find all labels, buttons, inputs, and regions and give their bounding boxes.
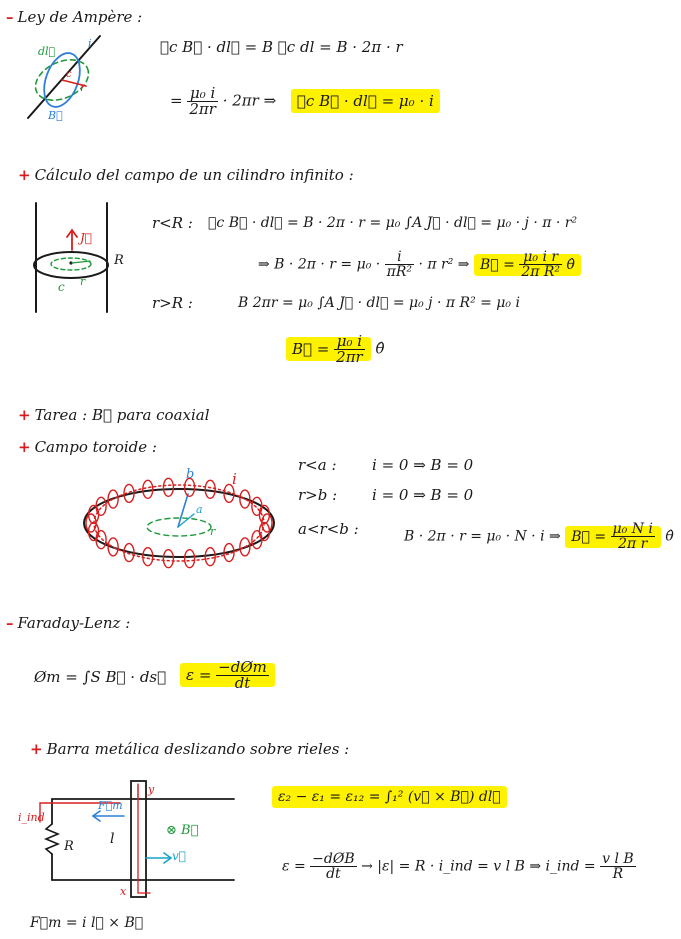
bar-label-x: x xyxy=(120,885,127,898)
ampere-eq2-frac xyxy=(187,86,218,117)
cylinder-outer-result xyxy=(286,334,385,365)
toroid-label-i: i xyxy=(232,470,237,488)
bar-emf-integral xyxy=(272,790,507,804)
bar-label-y: y xyxy=(148,783,155,796)
ampere-eq1: ∮c B⃗ · dl⃗ = B ∮c dl = B · 2π · r xyxy=(160,38,403,56)
section-toroid-title-text: Campo toroide : xyxy=(34,438,157,456)
coil-loop xyxy=(163,550,173,568)
section-ampere-title xyxy=(6,10,142,25)
bar-emf-eq-frac xyxy=(310,852,356,881)
cylinder-figure xyxy=(34,203,108,312)
cylinder-case-outer: r>R : xyxy=(152,294,193,312)
cylinder-inner-result-post: θ̂ xyxy=(566,256,575,273)
cylinder-outer-result-box xyxy=(286,332,371,366)
ampere-eq2-post: · 2πr ⇒ xyxy=(217,91,277,110)
bar-label-l: l xyxy=(110,831,115,847)
faraday-flux-eq: Øm = ∫S B⃗ · ds⃗ xyxy=(34,668,167,686)
toroid-label-r: r xyxy=(210,525,216,538)
ampere-label-B: B⃗ xyxy=(48,109,63,122)
coil-loop xyxy=(205,480,215,498)
cylinder-label-r: r xyxy=(80,275,86,288)
toroid-result-den: 2π r xyxy=(618,536,648,552)
bar-label-B: ⊗ B⃗ xyxy=(166,823,199,838)
ampere-eq2-num: μ₀ i xyxy=(187,86,218,102)
cylinder-inner-eq2-frac-num: i xyxy=(385,250,414,265)
ampere-label-c: c xyxy=(66,69,72,80)
ampere-result-box: ∮c B⃗ · dl⃗ = μ₀ · i xyxy=(291,89,440,113)
cylinder-inner-eq2-pre: ⇒ B · 2π · r = μ₀ · xyxy=(258,256,381,273)
section-toroid-bullet: + xyxy=(18,438,31,456)
section-bar-title-text: Barra metálica deslizando sobre rieles : xyxy=(46,740,350,758)
coil-loop xyxy=(143,480,153,498)
cylinder-case-inner: r<R : xyxy=(152,214,193,232)
bar-label-iind: i_ind xyxy=(18,811,45,824)
toroid-case-3: a<r<b : xyxy=(298,520,359,538)
tarea-text: Tarea : B⃗ para coaxial xyxy=(34,406,210,424)
bar-iind-num: v l B xyxy=(602,851,634,867)
cylinder-outer-eq: B 2πr = μ₀ ∫A J⃗ · dl⃗ = μ₀ j · π R² = μ₀ i xyxy=(238,295,520,311)
section-faraday-title xyxy=(6,616,130,631)
tarea-bullet: + xyxy=(18,406,31,424)
cylinder-inner-result-box xyxy=(474,249,581,280)
section-toroid-title xyxy=(18,440,157,455)
ampere-label-dl: dl⃗ xyxy=(38,45,56,58)
toroid-case-2-eq: i = 0 ⇒ B = 0 xyxy=(372,486,474,504)
ampere-eq2-den: 2πr xyxy=(189,100,216,118)
tarea-line xyxy=(18,408,210,423)
section-faraday-title-text: Faraday-Lenz : xyxy=(17,614,131,632)
ampere-label-r: r xyxy=(80,81,86,94)
ampere-eq2 xyxy=(170,86,440,117)
section-bar-title xyxy=(30,742,349,757)
section-ampere-bullet: – xyxy=(6,8,14,26)
faraday-emf-pre: ε = xyxy=(186,665,212,684)
bar-emf-eq-pre: ε = xyxy=(282,858,306,875)
faraday-emf-box xyxy=(180,658,275,692)
toroid-case-3-eq-text: B · 2π · r = μ₀ · N · i ⇒ xyxy=(404,528,561,545)
toroid-result-post: θ̂ xyxy=(665,528,674,545)
ampere-eq2-pre: = xyxy=(170,91,188,110)
cylinder-inner-result-num: μ₀ i r xyxy=(519,250,562,265)
cylinder-inner-eq2-post: · π r² ⇒ xyxy=(418,256,470,273)
cylinder-outer-result-pre: B⃗ = xyxy=(292,339,330,358)
bar-iind-frac xyxy=(600,852,636,881)
section-cylinder-bullet: + xyxy=(18,166,31,184)
faraday-emf-den: dt xyxy=(234,674,251,692)
bar-iind-den: R xyxy=(612,866,624,882)
toroid-label-a: a xyxy=(196,503,203,516)
cylinder-inner-eq1: ∮c B⃗ · dl⃗ = B · 2π · r = μ₀ ∫A J⃗ · dl⃗ = μ₀ · j · π · r² xyxy=(208,215,578,231)
cylinder-outer-result-den: 2πr xyxy=(336,348,363,366)
cylinder-outer-result-post: θ̂ xyxy=(375,339,385,358)
bar-label-v: v⃗ xyxy=(172,849,186,863)
cylinder-inner-eq2 xyxy=(258,250,581,279)
toroid-case-1-eq: i = 0 ⇒ B = 0 xyxy=(372,456,474,474)
toroid-label-b: b xyxy=(186,467,195,482)
toroid-result-pre: B⃗ = xyxy=(571,528,607,545)
ampere-label-i: i xyxy=(88,37,92,50)
cylinder-inner-eq2-frac xyxy=(385,250,414,279)
section-cylinder-title xyxy=(18,168,354,183)
bar-label-R: R xyxy=(64,839,74,854)
cylinder-inner-eq2-frac-den: πR² xyxy=(386,264,413,280)
faraday-emf xyxy=(180,660,275,691)
section-cylinder-title-text: Cálculo del campo de un cilindro infinito : xyxy=(34,166,354,184)
cylinder-outer-result-num: μ₀ i xyxy=(334,334,365,350)
faraday-emf-num: −dØm xyxy=(218,658,267,676)
coil-loop xyxy=(205,548,215,566)
cylinder-inner-result-den: 2π R² xyxy=(521,264,561,280)
coil-loop xyxy=(143,548,153,566)
bar-emf-eq-num: −dØB xyxy=(312,851,355,867)
bar-emf-eq-den: dt xyxy=(326,866,341,882)
toroid-case-1: r<a : xyxy=(298,456,337,474)
bar-force-eq: F⃗m = i l⃗ × B⃗ xyxy=(30,915,144,931)
bar-emf-eq xyxy=(282,852,636,881)
toroid-result-box xyxy=(565,521,661,552)
cylinder-inner-result-pre: B⃗ = xyxy=(479,256,515,273)
section-faraday-bullet: – xyxy=(6,614,14,632)
coil-loop xyxy=(185,550,195,568)
toroid-case-3-eq xyxy=(404,522,674,551)
cylinder-inner-result-frac xyxy=(519,250,562,279)
coil-loop xyxy=(163,478,173,496)
bar-label-Fm: F⃗m xyxy=(98,799,123,812)
cylinder-label-c: c xyxy=(58,280,65,294)
toroid-figure xyxy=(84,478,274,567)
bar-emf-integral-box: ε₂ − ε₁ = ε₁₂ = ∫₁² (v⃗ × B⃗) dl⃗ xyxy=(272,786,507,808)
section-ampere-title-text: Ley de Ampère : xyxy=(17,8,143,26)
toroid-result-num: μ₀ N i xyxy=(612,521,653,537)
bar-emf-eq-mid: → |ε| = R · i_ind = v l B ⇒ i_ind = xyxy=(361,858,596,875)
cylinder-label-J: J⃗ xyxy=(80,231,93,245)
section-bar-bullet: + xyxy=(30,740,43,758)
faraday-emf-frac xyxy=(216,660,269,691)
toroid-case-2: r>b : xyxy=(298,486,338,504)
cylinder-outer-result-frac xyxy=(334,334,365,365)
cylinder-label-R: R xyxy=(114,253,124,268)
toroid-result-frac xyxy=(611,522,655,551)
